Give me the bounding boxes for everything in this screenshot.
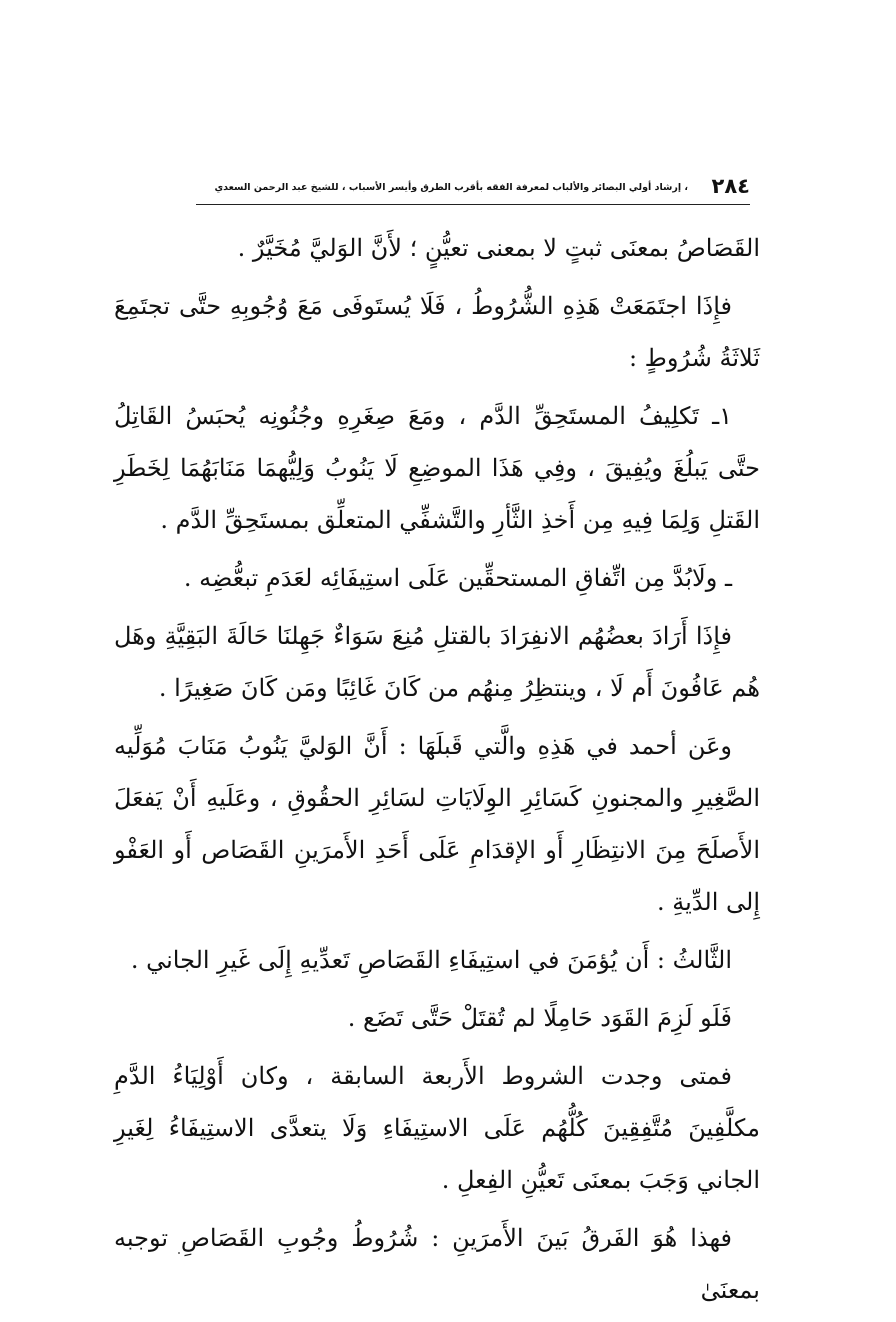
paragraph: ـ ولَابُدَّ مِن اتِّفاقِ المستحقِّين عَلَى استِيفَائِه لعَدَمِ تبعُّضِه . bbox=[183, 564, 732, 592]
paragraph: فمتى وجدت الشروط الأَربعة السابقة ، وكان أَوْلِيَاءُ الدَّمِ مكلَّفِينَ مُتَّفِقِينَ كُلُّهُم عَلَى الاستِيفَاءِ وَلَا يتعدَّى الاستِيفَاءُ لِغَيرِ الجاني وَجَبَ بمعنَى تَعيُّنِ الفِعلِ . bbox=[114, 1062, 760, 1194]
paragraph: فَلَو لَزِمَ القَوَد حَامِلًا لم تُقتَلْ حَتَّى تَضَع . bbox=[347, 1004, 732, 1032]
paragraph: فإِذَا أَرَادَ بعضُهُم الانفِرَادَ بالقتلِ مُنِعَ سَوَاءٌ جَهِلنَا حَالَةَ البَقِيَّةِ وهَل هُم عَافُونَ أَم لَا ، وينتظِرُ مِنهُم من كَانَ غَائِبًا ومَن كَانَ صَغِيرًا . bbox=[114, 622, 760, 702]
page-header bbox=[196, 174, 750, 205]
paragraph: فإِذَا اجتَمَعَتْ هَذِهِ الشُّرُوطُ ، فَلَا يُستَوفَى مَعَ وُجُوبِهِ حتَّى تجتَمِعَ ثَلاثَةُ شُرُوطٍ : bbox=[114, 292, 760, 372]
scan-speck bbox=[178, 1252, 180, 1254]
running-title: ، إرشاد أولي البصائر والألباب لمعرفة الفقه بأقرب الطرق وأيسر الأسباب ، للشيخ عبد الرحمن السعدي bbox=[214, 182, 688, 193]
page-number: ٢٨٤ bbox=[711, 174, 750, 198]
body-text bbox=[114, 222, 760, 1322]
paragraph: وعَن أحمد في هَذِهِ والَّتي قَبلَهَا : أَنَّ الوَليَّ يَنُوبُ مَنَابَ مُوَلِّيه الصَّغِيرِ والمجنونِ كَسَائِرِ الوِلَايَاتِ لسَائِرِ الحقُوقِ ، وعَلَيهِ أَنْ يَفعَلَ الأَصلَحَ مِنَ الانتِظَارِ أَو الإقدَامِ عَلَى أَحَدِ الأَمرَينِ القَصَاص أَو العَفْو إِلى الدِّيةِ . bbox=[114, 732, 760, 916]
paragraph: القَصَاصُ بمعنَى ثبتٍ لا بمعنى تعيُّنٍ ؛ لأَنَّ الوَليَّ مُخَيَّرٌ . bbox=[237, 234, 760, 262]
paragraph: ١ـ تَكلِيفُ المستَحِقِّ الدَّم ، ومَعَ صِغَرِهِ وجُنُونِه يُحبَسُ القَاتِلُ حتَّى يَبلُغَ ويُفِيقَ ، وفِي هَذَا الموضِعِ لَا يَنُوبُ وَلِيُّهمَا مَنَابَهُمَا لِخَطَرِ القَتلِ وَلِمَا فِيهِ مِن أَخذِ الثَّأرِ والتَّشفِّي المتعلِّق بمستَحِقِّ الدَّم . bbox=[114, 402, 760, 534]
paragraph: فهذا هُوَ الفَرقُ بَينَ الأَمرَينِ : شُرُوطُ وجُوبِ القَصَاصِ توجبه بمعنَىٰ bbox=[114, 1224, 760, 1304]
paragraph: الثَّالثُ : أَن يُؤمَنَ في استِيفَاءِ القَصَاصِ تَعدِّيهِ إِلَى غَيرِ الجاني . bbox=[130, 946, 732, 974]
